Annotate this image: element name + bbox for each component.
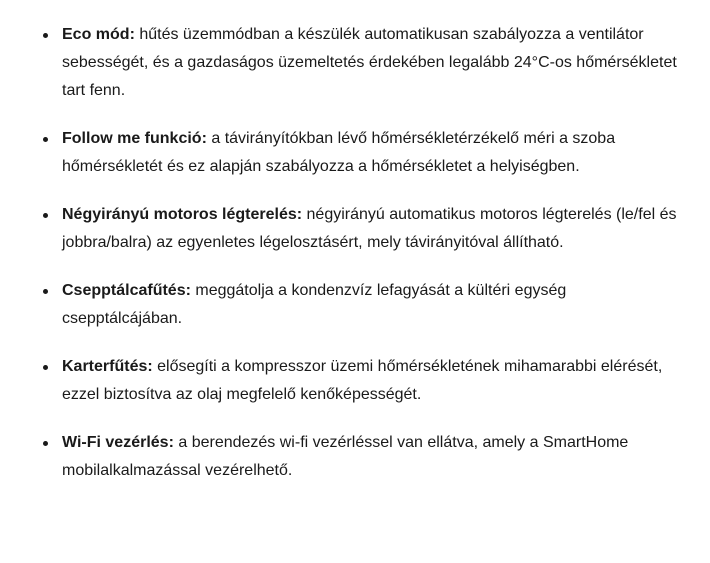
feature-text: hűtés üzemmódban a készülék automatikusan szabályozza a ventilátor sebességét, és a gazdaságos üzemeltetés érdekében legalább 24°C-os hőmérsékletet tart fenn. — [62, 26, 677, 99]
feature-text: a távirányítókban lévő hőmérsékletérzékelő méri a szoba hőmérsékletét és ez alapján szabályozza a hőmérsékletet a helyiségben. — [62, 130, 616, 175]
feature-label: Wi-Fi vezérlés: — [62, 434, 174, 451]
feature-label: Csepptálcafűtés: — [62, 282, 191, 299]
feature-label: Karterfűtés: — [62, 358, 153, 375]
feature-text: négyirányú automatikus motoros légterelés (le/fel és jobbra/balra) az egyenletes légelosztásért, mely távirányitóval állítható. — [62, 206, 677, 251]
feature-label: Négyirányú motoros légterelés: — [62, 206, 303, 223]
list-item — [62, 277, 686, 333]
feature-list — [0, 21, 686, 485]
feature-label: Follow me funkció: — [62, 130, 207, 147]
bullet-icon — [43, 213, 48, 218]
list-item — [62, 353, 686, 409]
bullet-icon — [43, 289, 48, 294]
bullet-icon — [43, 137, 48, 142]
feature-label: Eco mód: — [62, 26, 135, 43]
feature-text: a berendezés wi-fi vezérléssel van ellátva, amely a SmartHome mobilalkalmazással vezérelhető. — [62, 434, 629, 479]
list-item — [62, 201, 686, 257]
list-item — [62, 125, 686, 181]
list-item — [62, 21, 686, 105]
bullet-icon — [43, 33, 48, 38]
bullet-icon — [43, 441, 48, 446]
list-item — [62, 429, 686, 485]
feature-text: meggátolja a kondenzvíz lefagyását a kültéri egység csepptálcájában. — [62, 282, 567, 327]
bullet-icon — [43, 365, 48, 370]
feature-text: elősegíti a kompresszor üzemi hőmérsékletének mihamarabbi elérését, ezzel biztosítva az olaj megfelelő kenőképességét. — [62, 358, 663, 403]
